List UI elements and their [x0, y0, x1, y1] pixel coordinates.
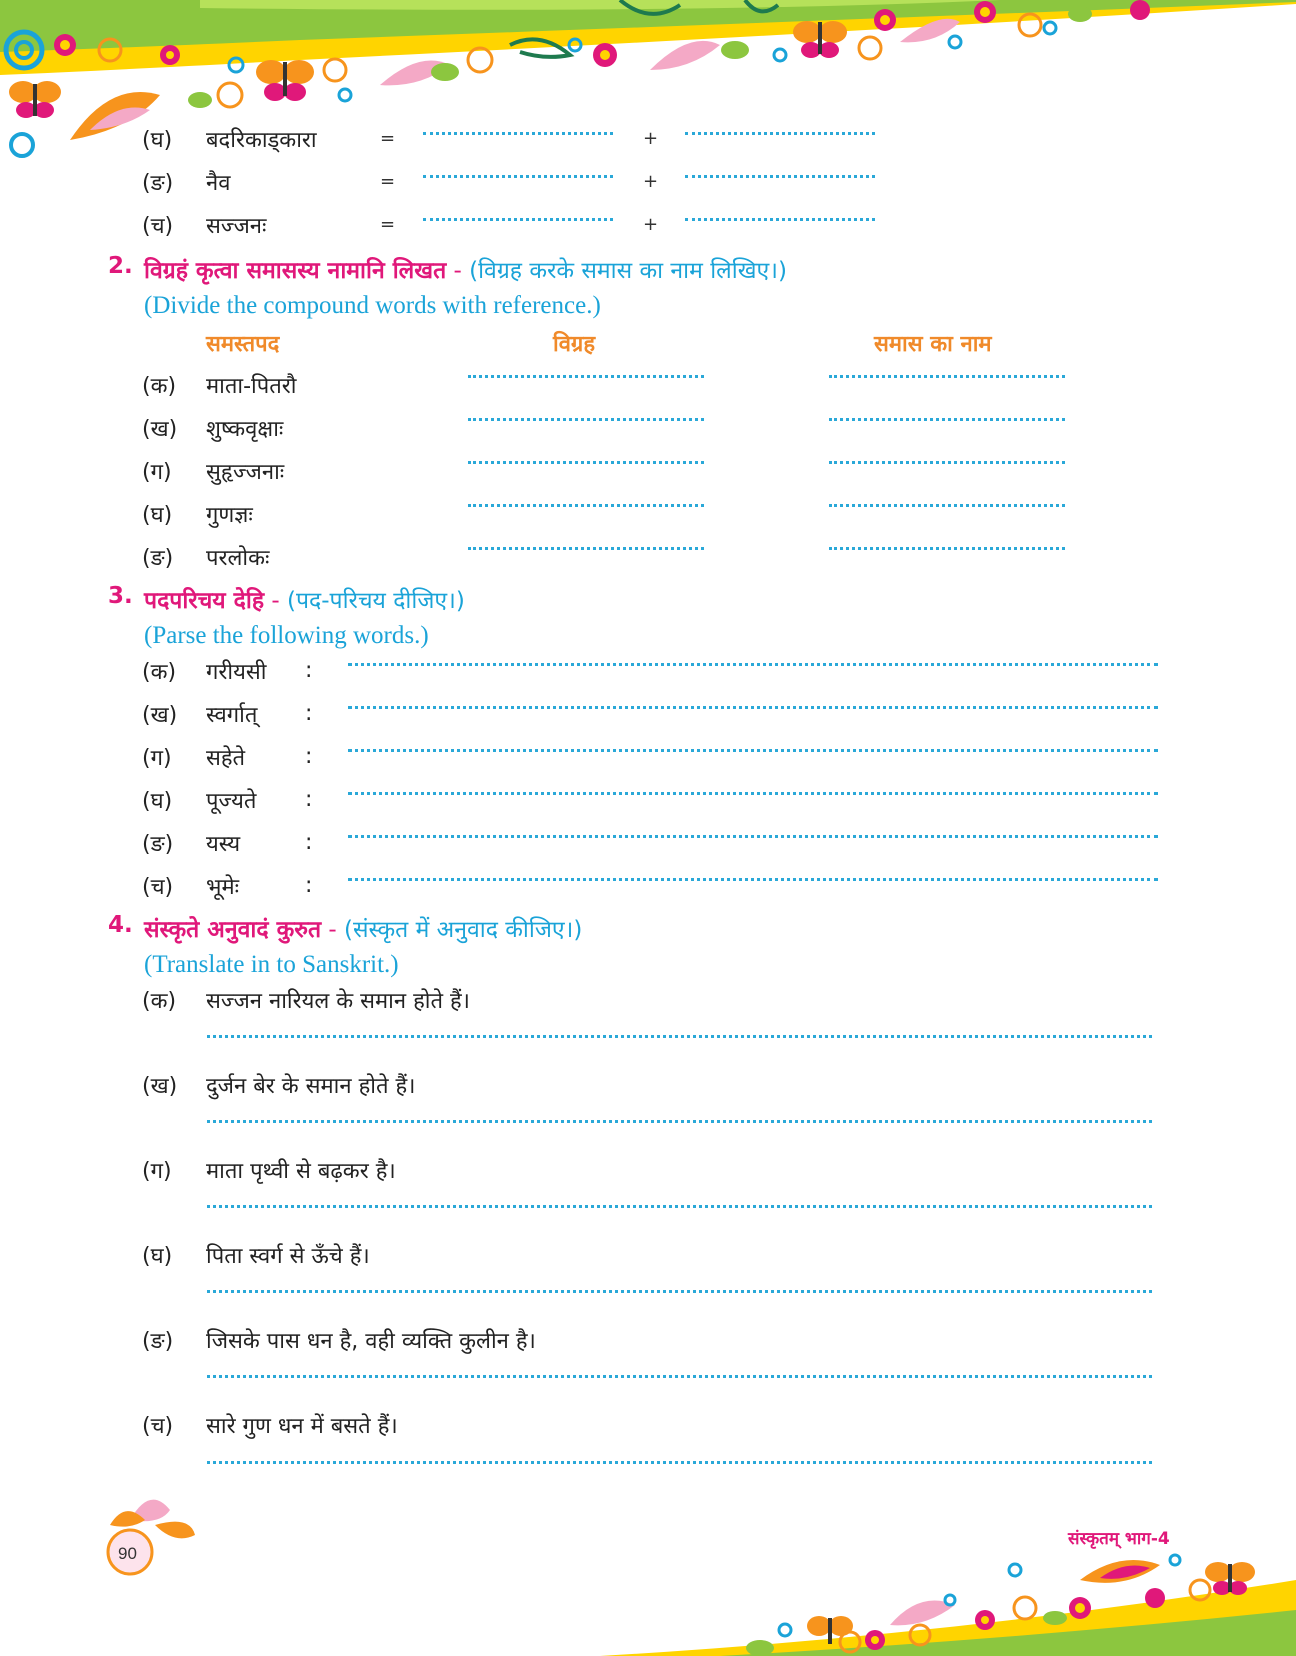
colon: :	[305, 830, 313, 855]
column-header-vigraha: विग्रह	[553, 332, 596, 357]
answer-blank[interactable]	[423, 175, 613, 178]
question-number: 4.	[108, 912, 133, 938]
title-dash: -	[264, 588, 287, 614]
question-instruction: विग्रहं कृत्वा समासस्य नामानि लिखत	[144, 258, 447, 284]
item-word: सुहृज्जनाः	[206, 460, 285, 485]
question-instruction: संस्कृते अनुवादं कुरुत	[144, 917, 322, 943]
butterfly-icon	[793, 21, 847, 58]
item-word: यस्य	[206, 832, 241, 857]
item-word: नैव	[206, 171, 231, 196]
samas-name-blank[interactable]	[829, 418, 1065, 421]
item-label: (ङ)	[142, 832, 174, 857]
equals-sign: =	[380, 171, 396, 192]
question-title	[144, 253, 787, 285]
parse-blank[interactable]	[348, 749, 1158, 752]
parse-blank[interactable]	[348, 706, 1158, 709]
item-label: (च)	[142, 214, 174, 239]
title-dash: -	[321, 917, 345, 943]
question-number: 3.	[108, 583, 133, 609]
colon: :	[305, 701, 313, 726]
answer-blank[interactable]	[685, 175, 875, 178]
item-label: (क)	[142, 660, 177, 685]
book-title: संस्कृतम् भाग-4	[1068, 1529, 1170, 1549]
samas-name-blank[interactable]	[829, 504, 1065, 507]
item-word: माता-पितरौ	[206, 374, 297, 399]
item-word: सहेते	[206, 746, 246, 771]
column-header-samas-name: समास का नाम	[874, 332, 992, 357]
translate-sentence: दुर्जन बेर के समान होते हैं।	[206, 1074, 416, 1099]
vigraha-blank[interactable]	[468, 504, 704, 507]
bottom-decorative-banner	[560, 1540, 1296, 1656]
vigraha-blank[interactable]	[468, 461, 704, 464]
plus-sign: +	[643, 171, 659, 192]
butterfly-icon	[9, 81, 61, 118]
plus-sign: +	[643, 214, 659, 235]
translation-blank[interactable]	[207, 1461, 1152, 1464]
vigraha-blank[interactable]	[468, 418, 704, 421]
butterfly-icon	[256, 60, 314, 101]
item-label: (ख)	[142, 1074, 178, 1099]
title-dash: -	[446, 258, 470, 284]
translate-sentence: माता पृथ्वी से बढ़कर है।	[206, 1159, 396, 1184]
translation-blank[interactable]	[207, 1120, 1152, 1123]
item-label: (ङ)	[142, 546, 174, 571]
item-word: परलोकः	[206, 546, 270, 571]
colon: :	[305, 658, 313, 683]
answer-blank[interactable]	[423, 218, 613, 221]
item-word: भूमेः	[206, 875, 240, 900]
vigraha-blank[interactable]	[468, 547, 704, 550]
question-english: (Parse the following words.)	[144, 622, 429, 649]
answer-blank[interactable]	[423, 132, 613, 135]
translation-blank[interactable]	[207, 1035, 1152, 1038]
equals-sign: =	[380, 128, 396, 149]
item-label: (ख)	[142, 417, 178, 442]
parse-blank[interactable]	[348, 663, 1158, 666]
item-label: (ङ)	[142, 1329, 174, 1354]
item-label: (घ)	[142, 789, 173, 814]
question-english: (Translate in to Sanskrit.)	[144, 951, 399, 978]
item-label: (ग)	[142, 1159, 172, 1184]
question-hindi-subtitle: (पद-परिचय दीजिए।)	[286, 588, 465, 614]
question-instruction: पदपरिचय देहि	[144, 588, 265, 614]
colon: :	[305, 873, 313, 898]
samas-name-blank[interactable]	[829, 461, 1065, 464]
item-label: (ङ)	[142, 171, 174, 196]
page-number-badge-decoration	[100, 1490, 200, 1580]
item-label: (च)	[142, 1414, 174, 1439]
item-word: गुणज्ञः	[206, 503, 253, 528]
translation-blank[interactable]	[207, 1205, 1152, 1208]
item-label: (ग)	[142, 746, 172, 771]
page-number: 90	[118, 1544, 137, 1563]
question-english: (Divide the compound words with reference.)	[144, 292, 601, 319]
item-word: शुष्कवृक्षाः	[206, 417, 284, 442]
question-hindi-subtitle: (विग्रह करके समास का नाम लिखिए।)	[469, 258, 787, 284]
parse-blank[interactable]	[348, 792, 1158, 795]
item-label: (घ)	[142, 128, 173, 153]
item-word: बदरिकाड्कारा	[206, 128, 317, 153]
item-label: (क)	[142, 374, 177, 399]
question-title	[144, 583, 465, 615]
colon: :	[305, 787, 313, 812]
item-label: (घ)	[142, 503, 173, 528]
item-word: पूज्यते	[206, 789, 257, 814]
parse-blank[interactable]	[348, 835, 1158, 838]
item-label: (ग)	[142, 460, 172, 485]
vigraha-blank[interactable]	[468, 375, 704, 378]
translate-sentence: जिसके पास धन है, वही व्यक्ति कुलीन है।	[206, 1329, 536, 1354]
column-header-samastapad: समस्तपद	[206, 332, 280, 357]
translate-sentence: पिता स्वर्ग से ऊँचे हैं।	[206, 1244, 370, 1269]
question-title	[144, 912, 582, 944]
plus-sign: +	[643, 128, 659, 149]
samas-name-blank[interactable]	[829, 547, 1065, 550]
translation-blank[interactable]	[207, 1375, 1152, 1378]
answer-blank[interactable]	[685, 218, 875, 221]
item-label: (घ)	[142, 1244, 173, 1269]
item-label: (क)	[142, 989, 177, 1014]
item-label: (ख)	[142, 703, 178, 728]
translation-blank[interactable]	[207, 1290, 1152, 1293]
equals-sign: =	[380, 214, 396, 235]
item-word: गरीयसी	[206, 660, 267, 685]
parse-blank[interactable]	[348, 878, 1158, 881]
answer-blank[interactable]	[685, 132, 875, 135]
colon: :	[305, 744, 313, 769]
item-word: सज्जनः	[206, 214, 267, 239]
question-hindi-subtitle: (संस्कृत में अनुवाद कीजिए।)	[344, 917, 583, 943]
item-word: स्वर्गात्	[206, 703, 258, 728]
translate-sentence: सारे गुण धन में बसते हैं।	[206, 1414, 398, 1439]
item-label: (च)	[142, 875, 174, 900]
translate-sentence: सज्जन नारियल के समान होते हैं।	[206, 989, 471, 1014]
question-number: 2.	[108, 253, 133, 279]
samas-name-blank[interactable]	[829, 375, 1065, 378]
